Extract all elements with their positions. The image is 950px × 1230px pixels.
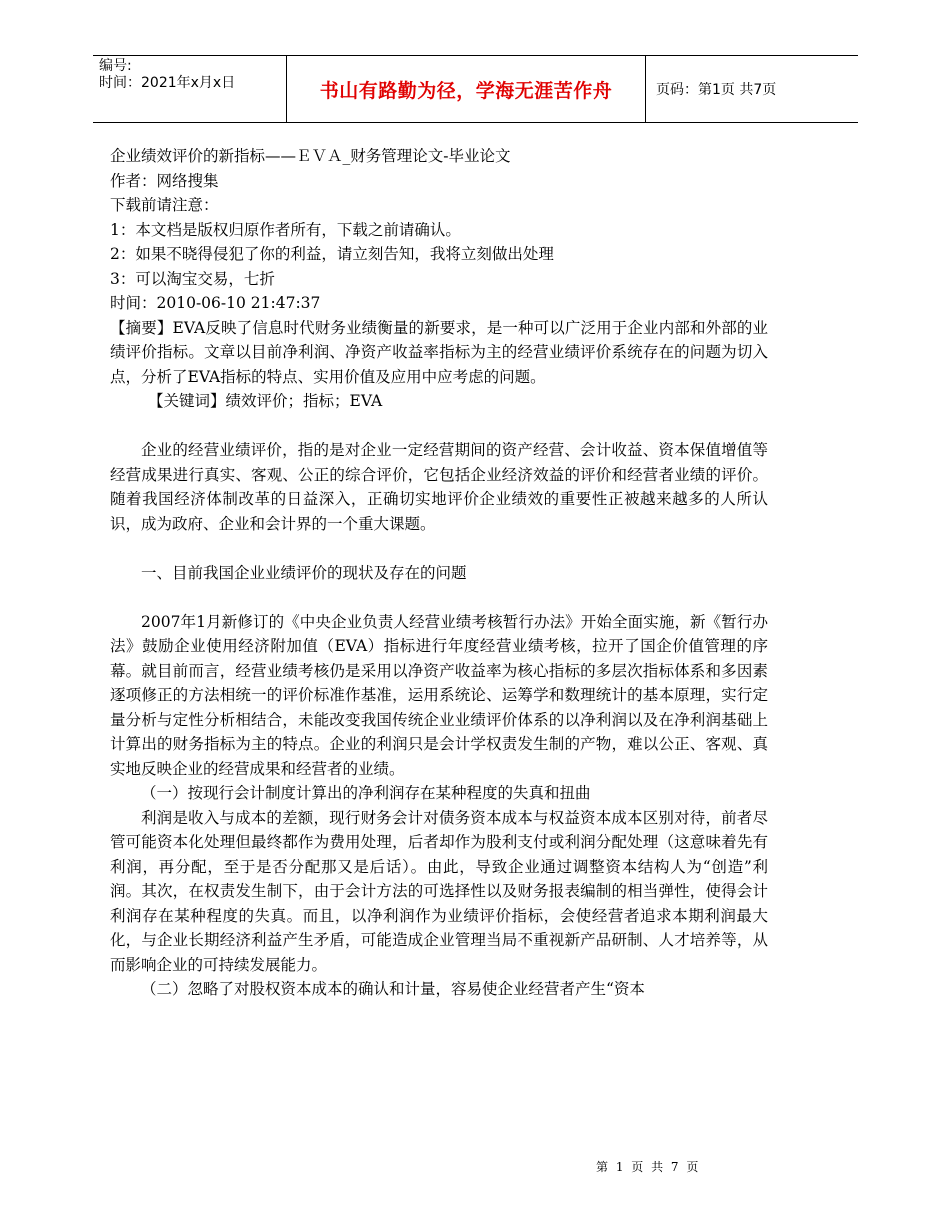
- notice-item: 3：可以淘宝交易，七折: [110, 269, 275, 288]
- subsection-title: （一）按现行会计制度计算出的净利润存在某种程度的失真和扭曲: [141, 784, 591, 802]
- page-footer: 第 1 页 共 7 页: [596, 1160, 701, 1174]
- document-title: 企业绩效评价的新指标——ＥＶＡ_财务管理论文-毕业论文: [110, 147, 511, 165]
- header-page-info: 页码：第1页 共7页: [656, 82, 777, 98]
- document-number-label: 编号:: [99, 58, 132, 74]
- keywords: 【关键词】绩效评价；指标；EVA: [148, 392, 383, 410]
- header-time: 时间：2021年x月x日: [99, 75, 236, 91]
- notice-item: 2：如果不晓得侵犯了你的利益，请立刻告知，我将立刻做出处理: [110, 245, 554, 263]
- notice-title: 下载前请注意：: [110, 196, 219, 214]
- paragraph-current-status: 2007年1月新修订的《中央企业负责人经营业绩考核暂行办法》开始全面实施，新《暂行办法》鼓励企业使用经济附加值（EVA）指标进行年度经营业绩考核，拉开了国企价值管理的序幕。就目前而言，经营业绩考核仍是采用以净资产收益率为核心指标的多层次指标体系和多因素逐项修正的方法相统一的评价标准作基准，运用系统论、运筹学和数理统计的基本原理，实行定量分析与定性分析相结合，未能改变我国传统企业业绩评价体系的以净利润以及在净利润基础上计算出的财务指标为主的特点。企业的利润只是会计学权责发生制的产物，难以公正、客观、真实地反映企业的经营成果和经营者的业绩。: [110, 612, 768, 778]
- document-body: [110, 144, 768, 1002]
- paragraph-intro: 企业的经营业绩评价，指的是对企业一定经营期间的资产经营、会计收益、资本保值增值等经营成果进行真实、客观、公正的综合评价，它包括企业经济效益的评价和经营者业绩的评价。随着我国经济体制改革的日益深入，正确切实地评价企业绩效的重要性正被越来越多的人所认识，成为政府、企业和会计界的一个重大课题。: [110, 441, 768, 533]
- document-author: 作者：网络搜集: [110, 171, 219, 190]
- abstract: 【摘要】EVA反映了信息时代财务业绩衡量的新要求，是一种可以广泛用于企业内部和外部的业绩评价指标。文章以目前净利润、净资产收益率指标为主的经营业绩评价系统存在的问题为切入点，分析了EVA指标的特点、实用价值及应用中应考虑的问题。: [110, 318, 768, 386]
- paragraph-profit-distortion: 利润是收入与成本的差额，现行财务会计对债务资本成本与权益资本成本区别对待，前者尽管可能资本化处理但最终都作为费用处理，后者却作为股利支付或利润分配处理（这意味着先有利润，再分配，至于是否分配那又是后话）。由此，导致企业通过调整资本结构人为“创造”利润。其次，在权责发生制下，由于会计方法的可选择性以及财务报表编制的相当弹性，使得会计利润存在某种程度的失真。而且，以净利润作为业绩评价指标，会使经营者追求本期利润最大化，与企业长期经济利益产生矛盾，可能造成企业管理当局不重视新产品研制、人才培养等，从而影响企业的可持续发展能力。: [110, 808, 768, 974]
- header-motto-cell: [286, 56, 646, 122]
- header-table: [93, 55, 858, 123]
- section-title: 一、目前我国企业业绩评价的现状及存在的问题: [141, 563, 467, 582]
- subsection-title: （二）忽略了对股权资本成本的确认和计量，容易使企业经营者产生“资本: [141, 980, 645, 998]
- header-left-cell: [93, 56, 286, 122]
- document-time: 时间：2010-06-10 21:47:37: [110, 294, 321, 312]
- notice-item: 1：本文档是版权归原作者所有，下载之前请确认。: [110, 220, 461, 239]
- header-motto: 书山有路勤为径，学海无涯苦作舟: [319, 79, 613, 102]
